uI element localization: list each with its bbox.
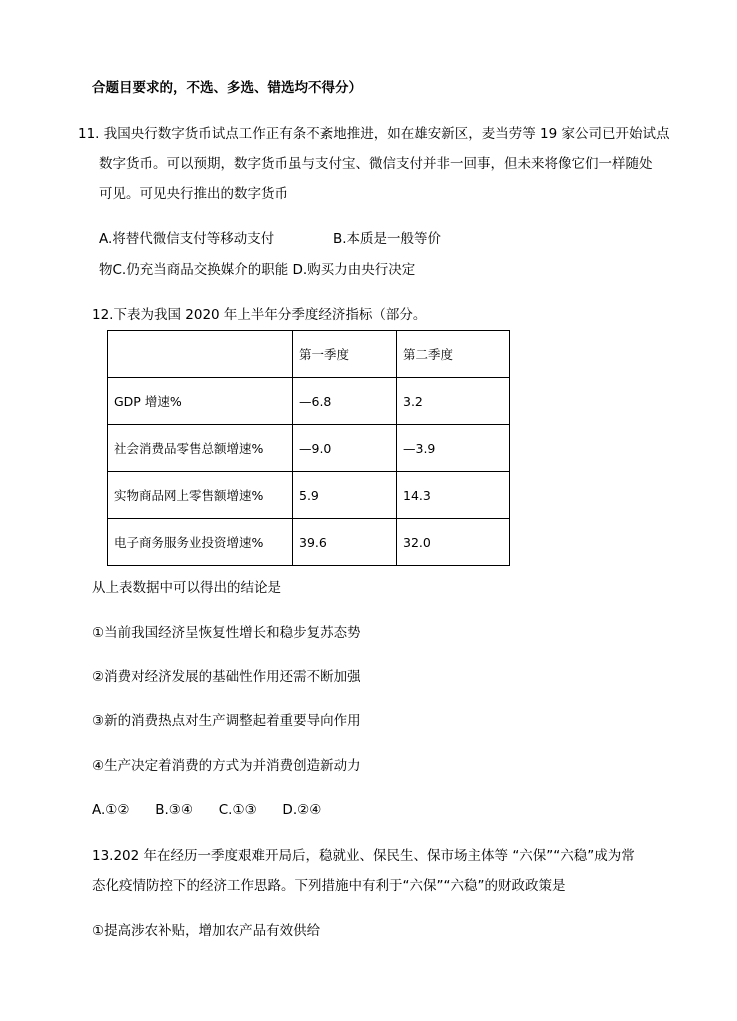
q13-statement-1: ①提高涉农补贴，增加农产品有效供给: [92, 923, 321, 939]
table-header-cell: [108, 331, 293, 378]
table-header-cell: 第一季度: [293, 331, 397, 378]
q11-line-2: 数字货币。可以预期，数字货币虽与支付宝、微信支付并非一回事，但未来将像它们一样随处: [99, 156, 653, 172]
q11-line-1: 11. 我国央行数字货币试点工作正有条不紊地推进，如在雄安新区，麦当劳等 19 家公司已开始试点: [78, 126, 670, 142]
table-cell: 社会消费品零售总额增速%: [108, 425, 293, 472]
section-instruction: 合题目要求的，不选、多选、错选均不得分）: [92, 80, 362, 96]
q11-line-3: 可见。可见央行推出的数字货币: [99, 186, 288, 202]
table-cell: 5.9: [293, 472, 397, 519]
table-cell: —9.0: [293, 425, 397, 472]
table-cell: 39.6: [293, 519, 397, 566]
q12-statement-4: ④生产决定着消费的方式为并消费创造新动力: [92, 758, 361, 774]
q11-option-b: B.本质是一般等价: [333, 231, 442, 247]
table-row: [108, 425, 510, 472]
table-cell: 32.0: [397, 519, 510, 566]
table-cell: 实物商品网上零售额增速%: [108, 472, 293, 519]
q13-line-1: 13.202 年在经历一季度艰难开局后，稳就业、保民生、保市场主体等 “六保”“六稳”成为常: [92, 848, 635, 864]
table-cell: —6.8: [293, 378, 397, 425]
q12-options: A.①② B.③④ C.①③ D.②④: [92, 802, 322, 818]
economic-indicator-table: [107, 330, 510, 566]
q12-statement-1: ①当前我国经济呈恢复性增长和稳步复苏态势: [92, 625, 361, 641]
q12-statement-3: ③新的消费热点对生产调整起着重要导向作用: [92, 713, 361, 729]
table-row: [108, 472, 510, 519]
q12-statement-2: ②消费对经济发展的基础性作用还需不断加强: [92, 669, 361, 685]
table-cell: 电子商务服务业投资增速%: [108, 519, 293, 566]
table-cell: 14.3: [397, 472, 510, 519]
table-header-cell: 第二季度: [397, 331, 510, 378]
table-cell: GDP 增速%: [108, 378, 293, 425]
q12-stem: 12.下表为我国 2020 年上半年分季度经济指标（部分。: [92, 307, 427, 323]
q11-option-a: A.将替代微信支付等移动支付: [99, 231, 275, 247]
q11-options-cd: 物C.仍充当商品交换媒介的职能 D.购买力由央行决定: [99, 262, 416, 278]
table-row: [108, 378, 510, 425]
q13-line-2: 态化疫情防控下的经济工作思路。下列措施中有利于“六保”“六稳”的财政政策是: [92, 878, 566, 894]
table-cell: 3.2: [397, 378, 510, 425]
table-cell: —3.9: [397, 425, 510, 472]
table-row: [108, 519, 510, 566]
table-header-row: [108, 331, 510, 378]
q12-question: 从上表数据中可以得出的结论是: [92, 580, 281, 596]
